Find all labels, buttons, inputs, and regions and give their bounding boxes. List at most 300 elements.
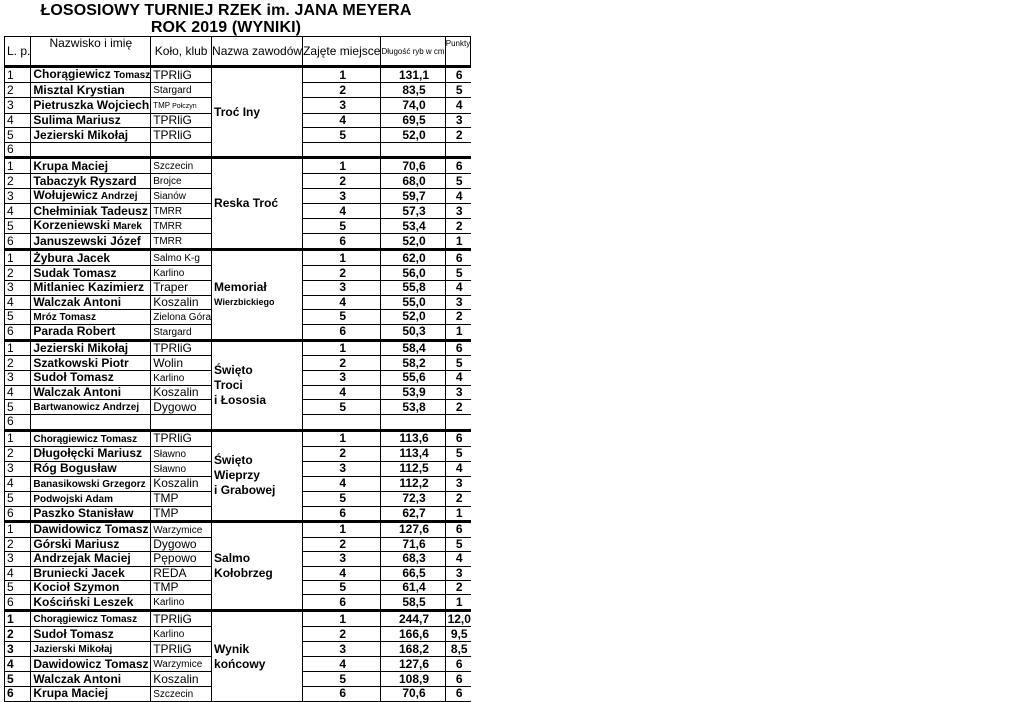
row-number: 1 [5, 611, 31, 627]
row-number: 5 [5, 581, 31, 595]
competitor-name [31, 281, 151, 295]
competitor-fullname: Jezierski Mikołaj [33, 127, 129, 142]
points-value: 2 [445, 400, 471, 415]
club-label: Karlino [153, 629, 185, 641]
fish-length-value: 55,8 [381, 281, 445, 295]
table-row [5, 340, 471, 355]
club-label: Dygowo [153, 537, 197, 552]
row-number: 3 [5, 552, 31, 566]
club-label: Koszalin [153, 476, 199, 491]
row-number: 2 [5, 266, 31, 281]
competitor-fullname: Mitlaniec Kazimierz [33, 280, 145, 295]
club-label: TPRliG [153, 341, 192, 356]
fish-length-value: 113,4 [381, 446, 445, 461]
row-number: 4 [5, 566, 31, 580]
fish-length-value: 70,6 [381, 158, 445, 174]
club-name [151, 370, 212, 385]
competitor-fullname: Dawidowicz Tomasz [33, 522, 149, 537]
place-value: 5 [303, 581, 381, 595]
row-number: 6 [5, 415, 31, 430]
competitor-fullname: Paszko Stanisław [33, 505, 134, 520]
row-number: 5 [5, 491, 31, 506]
competitor-fullname: Sulima Mariusz [33, 113, 121, 128]
competitor-fullname: Krupa Maciej [33, 686, 109, 701]
club-label: TPRliG [153, 67, 192, 82]
event-name-line: i Grabowej [214, 483, 276, 498]
club-label: TPRliG [153, 611, 192, 626]
fish-length-value: 66,5 [381, 566, 445, 580]
place-value: 3 [303, 370, 381, 385]
place-value: 2 [303, 627, 381, 642]
event-name-line: Troć Iny [214, 104, 261, 119]
club-label: Sławno [153, 463, 187, 475]
club-name [151, 189, 212, 204]
club-name [151, 114, 212, 128]
place-value: 2 [303, 537, 381, 551]
row-number: 5 [5, 672, 31, 686]
header-length: Długość ryb w cm [381, 37, 445, 67]
club-label: Pępowo [153, 551, 197, 566]
club-label: Traper [153, 280, 189, 295]
competitor-fullname: Tabaczyk Ryszard [33, 173, 137, 188]
club-name [151, 400, 212, 415]
points-value: 1 [445, 234, 471, 250]
competitor-name [31, 430, 151, 446]
club-label: TPRliG [153, 113, 192, 128]
table-row [5, 521, 471, 537]
points-value: 2 [445, 128, 471, 142]
row-number: 1 [5, 430, 31, 446]
place-value: 1 [303, 521, 381, 537]
club-name [151, 67, 212, 83]
points-value: 4 [445, 281, 471, 295]
place-value: 1 [303, 340, 381, 355]
place-value: 1 [303, 67, 381, 83]
competitor-fullname: Mróz Tomasz [33, 311, 96, 323]
competitor-fullname: Długołęcki Mariusz [33, 446, 143, 461]
place-value: 5 [303, 491, 381, 506]
fish-length-value: 53,9 [381, 385, 445, 399]
club-name [151, 461, 212, 476]
club-label: Koszalin [153, 671, 199, 686]
points-value: 6 [445, 430, 471, 446]
place-value: 5 [303, 309, 381, 324]
club-name [151, 672, 212, 686]
club-name [151, 142, 212, 157]
competitor-fullname: Chełminiak Tadeusz [33, 203, 148, 218]
fish-length-value: 58,5 [381, 595, 445, 611]
points-value: 3 [445, 476, 471, 491]
header-row [5, 37, 471, 67]
club-name [151, 611, 212, 627]
place-value: 4 [303, 657, 381, 672]
club-name [151, 295, 212, 309]
club-label: Warzymice [153, 524, 203, 536]
table-row [5, 430, 471, 446]
row-number: 6 [5, 595, 31, 611]
place-value [303, 142, 381, 157]
row-number: 3 [5, 642, 31, 657]
results-sheet [0, 0, 471, 701]
competitor-fullname: Misztal Krystian [33, 82, 125, 97]
row-number: 1 [5, 158, 31, 174]
club-label: Sianów [153, 191, 187, 203]
row-number: 4 [5, 114, 31, 128]
fish-length-value: 61,4 [381, 581, 445, 595]
fish-length-value: 113,6 [381, 430, 445, 446]
points-value: 2 [445, 491, 471, 506]
place-value: 6 [303, 324, 381, 340]
points-value: 1 [445, 506, 471, 521]
points-value: 4 [445, 189, 471, 204]
competitor-fullname: Górski Mariusz [33, 537, 120, 552]
competitor-fullname: Parada Robert [33, 324, 116, 339]
row-number: 1 [5, 250, 31, 266]
row-number: 3 [5, 370, 31, 385]
competitor-name [31, 672, 151, 686]
header-points: Punkty [445, 37, 471, 67]
competitor-fullname: Dawidowicz Tomasz [33, 656, 149, 671]
event-name [212, 611, 303, 701]
results-table [4, 36, 471, 702]
place-value: 4 [303, 476, 381, 491]
competitor-fullname: Róg Bogusław [33, 461, 117, 476]
points-value [445, 415, 471, 430]
place-value [303, 415, 381, 430]
header-name: Nazwisko i imię [31, 37, 151, 67]
club-name [151, 506, 212, 521]
club-name [151, 491, 212, 506]
club-label: TMRR [153, 206, 183, 218]
competitor-name [31, 204, 151, 219]
club-name [151, 446, 212, 461]
competitor-name [31, 67, 151, 83]
club-name [151, 581, 212, 595]
club-label: Szczecin [153, 161, 194, 173]
competitor-fullname: Podwojski Adam [33, 493, 114, 505]
row-number: 1 [5, 521, 31, 537]
fish-length-value: 52,0 [381, 234, 445, 250]
points-value: 2 [445, 581, 471, 595]
club-name [151, 83, 212, 98]
fish-length-value: 70,6 [381, 686, 445, 701]
row-number: 2 [5, 537, 31, 551]
points-value: 12,0 [445, 611, 471, 627]
competitor-name [31, 566, 151, 580]
fish-length-value: 112,5 [381, 461, 445, 476]
place-value: 3 [303, 98, 381, 114]
club-name [151, 219, 212, 234]
competitor-name [31, 189, 151, 204]
competitor-name [31, 309, 151, 324]
competitor-name [31, 295, 151, 309]
competitor-name [31, 686, 151, 701]
fish-length-value: 127,6 [381, 657, 445, 672]
competitor-name [31, 476, 151, 491]
competitor-surname: Chorągiewicz [33, 67, 111, 81]
row-number: 2 [5, 174, 31, 189]
table-row [5, 250, 471, 266]
table-row [5, 611, 471, 627]
club-label: Szczecin [153, 688, 194, 700]
event-name [212, 340, 303, 430]
points-value: 5 [445, 174, 471, 189]
points-value: 5 [445, 446, 471, 461]
points-value: 3 [445, 295, 471, 309]
fish-length-value: 83,5 [381, 83, 445, 98]
row-number: 3 [5, 98, 31, 114]
row-number: 4 [5, 476, 31, 491]
points-value: 4 [445, 370, 471, 385]
row-number: 4 [5, 657, 31, 672]
club-name [151, 128, 212, 142]
place-value: 6 [303, 506, 381, 521]
results-body [5, 67, 471, 702]
place-value: 4 [303, 295, 381, 309]
competitor-name [31, 491, 151, 506]
club-name [151, 158, 212, 174]
row-number: 6 [5, 142, 31, 157]
row-number: 2 [5, 356, 31, 370]
row-number: 6 [5, 234, 31, 250]
club-name [151, 385, 212, 399]
event-name [212, 250, 303, 341]
competitor-fullname: Jezierski Mikołaj [33, 341, 129, 356]
competitor-fullname: Pietruszka Wojciech [33, 98, 150, 112]
fish-length-value [381, 415, 445, 430]
points-value: 3 [445, 385, 471, 399]
place-value: 4 [303, 566, 381, 580]
event-name [212, 67, 303, 158]
club-name [151, 642, 212, 657]
points-value: 6 [445, 158, 471, 174]
row-number: 4 [5, 385, 31, 399]
fish-length-value: 131,1 [381, 67, 445, 83]
competitor-name [31, 581, 151, 595]
event-name-line: Salmo [214, 551, 251, 566]
fish-length-value: 53,8 [381, 400, 445, 415]
place-value: 2 [303, 446, 381, 461]
club-name [151, 324, 212, 340]
competitor-fullname: Chorągiewicz Tomasz [33, 614, 138, 626]
club-name [151, 266, 212, 281]
fish-length-value: 69,5 [381, 114, 445, 128]
club-label: Wolin [153, 355, 184, 370]
competitor-name [31, 627, 151, 642]
fish-length-value: 74,0 [381, 98, 445, 114]
competitor-name [31, 521, 151, 537]
row-number: 3 [5, 461, 31, 476]
row-number: 5 [5, 219, 31, 234]
event-name-line: Święto [214, 362, 253, 377]
place-value: 1 [303, 611, 381, 627]
competitor-name [31, 537, 151, 551]
competitor-fullname: Walczak Antoni [33, 384, 122, 399]
event-name-line: Memoriał [214, 280, 267, 295]
event-name-line: Święto [214, 453, 253, 468]
event-name-line: Wierzbickiego [214, 297, 275, 308]
place-value: 3 [303, 189, 381, 204]
points-value: 5 [445, 83, 471, 98]
competitor-fullname: Bartwanowicz Andrzej [33, 402, 140, 414]
club-name [151, 430, 212, 446]
club-name [151, 250, 212, 266]
club-label: TMP [153, 580, 179, 595]
competitor-fullname: Kocioł Szymon [33, 580, 120, 595]
competitor-name [31, 158, 151, 174]
points-value: 5 [445, 537, 471, 551]
competitor-fullname: Sudoł Tomasz [33, 626, 114, 641]
row-number: 2 [5, 83, 31, 98]
competitor-name [31, 611, 151, 627]
fish-length-value: 127,6 [381, 521, 445, 537]
club-label: TMP [153, 491, 179, 506]
competitor-name [31, 642, 151, 657]
fish-length-value: 62,0 [381, 250, 445, 266]
competitor-name [31, 83, 151, 98]
competitor-firstname: Marek [113, 221, 142, 233]
place-value: 5 [303, 128, 381, 142]
fish-length-value: 58,2 [381, 356, 445, 370]
fish-length-value: 168,2 [381, 642, 445, 657]
row-number: 6 [5, 506, 31, 521]
fish-length-value: 72,3 [381, 491, 445, 506]
points-value: 3 [445, 566, 471, 580]
points-value: 6 [445, 340, 471, 355]
points-value: 4 [445, 461, 471, 476]
competitor-firstname: Tomasz [113, 70, 151, 81]
place-value: 5 [303, 672, 381, 686]
competitor-name [31, 250, 151, 266]
club-name [151, 595, 212, 611]
points-value: 6 [445, 521, 471, 537]
competitor-name [31, 385, 151, 399]
competitor-name [31, 219, 151, 234]
row-number: 4 [5, 295, 31, 309]
club-label: TPRliG [153, 431, 192, 446]
fish-length-value: 68,0 [381, 174, 445, 189]
points-value [445, 142, 471, 157]
competitor-name [31, 657, 151, 672]
place-value: 3 [303, 281, 381, 295]
fish-length-value: 68,3 [381, 552, 445, 566]
event-name-line: Wynik [214, 641, 250, 656]
event-name [212, 430, 303, 521]
fish-length-value: 52,0 [381, 309, 445, 324]
club-label: TMP [153, 101, 171, 110]
row-number: 2 [5, 446, 31, 461]
points-value: 8,5 [445, 642, 471, 657]
row-number: 5 [5, 309, 31, 324]
event-name-line: Troci [214, 377, 243, 392]
club-name [151, 686, 212, 701]
club-label: Karlino [153, 597, 185, 609]
competitor-firstname: Andrzej [100, 191, 138, 203]
competitor-fullname: Chorągiewicz Tomasz [33, 433, 138, 445]
points-value: 2 [445, 309, 471, 324]
row-number: 1 [5, 340, 31, 355]
header-place: Zajęte miejsce [303, 37, 381, 67]
competitor-fullname: Bruniecki Jacek [33, 565, 125, 580]
club-name [151, 521, 212, 537]
event-name-line: Reska Troć [214, 196, 279, 211]
points-value: 6 [445, 672, 471, 686]
row-number: 1 [5, 67, 31, 83]
club-label: Sławno [153, 448, 187, 460]
event-name-line: i Łososia [214, 392, 267, 407]
club-label: Koszalin [153, 384, 199, 399]
club-label: Stargard [153, 326, 192, 338]
place-value: 2 [303, 266, 381, 281]
club-name [151, 340, 212, 355]
fish-length-value: 55,6 [381, 370, 445, 385]
club-label: Warzymice [153, 659, 203, 671]
fish-length-value: 52,0 [381, 128, 445, 142]
club-label: Zielona Góra [153, 311, 212, 323]
document-subtitle: ROK 2019 (WYNIKI) [150, 19, 302, 36]
competitor-fullname: Kościński Leszek [33, 594, 134, 609]
points-value: 3 [445, 114, 471, 128]
place-value: 4 [303, 385, 381, 399]
place-value: 1 [303, 250, 381, 266]
event-name-line: końcowy [214, 656, 266, 671]
club-name [151, 234, 212, 250]
competitor-fullname: Banasikowski Grzegorz [33, 478, 146, 490]
competitor-name [31, 340, 151, 355]
competitor-fullname: Sudoł Tomasz [33, 370, 114, 385]
event-name-line: Kołobrzeg [214, 566, 273, 581]
document-title: ŁOSOSIOWY TURNIEJ RZEK im. JANA MEYERA [40, 2, 412, 19]
competitor-name [31, 98, 151, 114]
competitor-name [31, 174, 151, 189]
points-value: 5 [445, 356, 471, 370]
fish-length-value: 53,4 [381, 219, 445, 234]
row-number: 2 [5, 627, 31, 642]
competitor-fullname: Sudak Tomasz [33, 265, 117, 280]
row-number: 5 [5, 400, 31, 415]
fish-length-value: 62,7 [381, 506, 445, 521]
competitor-name [31, 142, 151, 157]
club-name [151, 627, 212, 642]
points-value: 5 [445, 266, 471, 281]
place-value: 1 [303, 158, 381, 174]
points-value: 3 [445, 204, 471, 219]
club-label: Stargard [153, 85, 192, 96]
table-row [5, 67, 471, 83]
points-value: 2 [445, 219, 471, 234]
fish-length-value: 166,6 [381, 627, 445, 642]
row-number: 4 [5, 204, 31, 219]
fish-length-value: 58,4 [381, 340, 445, 355]
place-value: 5 [303, 400, 381, 415]
club-label: TPRliG [153, 127, 192, 142]
competitor-surname: Wołujewicz [33, 188, 98, 203]
club-name [151, 566, 212, 580]
place-value: 5 [303, 219, 381, 234]
competitor-name [31, 415, 151, 430]
club-name [151, 281, 212, 295]
club-label: Karlino [153, 268, 185, 280]
club-name [151, 309, 212, 324]
row-number: 5 [5, 128, 31, 142]
club-name [151, 476, 212, 491]
points-value: 6 [445, 657, 471, 672]
club-label: Dygowo [153, 399, 197, 414]
place-value: 3 [303, 552, 381, 566]
header-event: Nazwa zawodów [212, 37, 303, 67]
fish-length-value: 71,6 [381, 537, 445, 551]
points-value: 4 [445, 98, 471, 114]
